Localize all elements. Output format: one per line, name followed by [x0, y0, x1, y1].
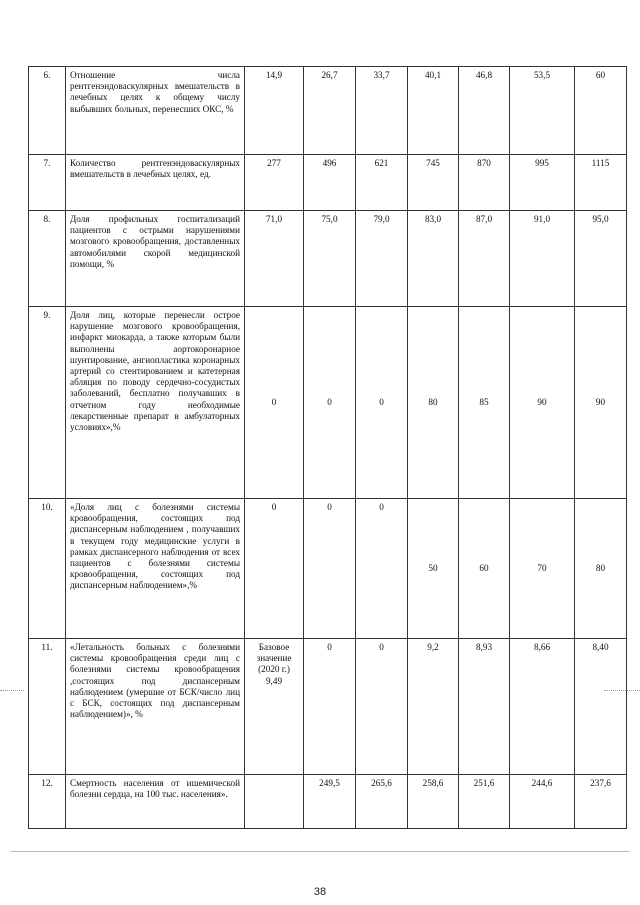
- value-cell: 496: [304, 155, 356, 211]
- value-cell: 80: [408, 307, 459, 499]
- row-number: 7.: [29, 155, 66, 211]
- table-row: [29, 155, 627, 211]
- value-cell: 14,9: [245, 67, 304, 155]
- value-cell: 46,8: [459, 67, 510, 155]
- table-row: [29, 499, 627, 639]
- value-cell: 83,0: [408, 211, 459, 307]
- indicator-name: «Летальность больных с болезнями системы кровообращения среди лиц с болезнями системы кровообращения ,состоящих под диспансерным наблюдением (умершие от БСК/число лиц с БСК, состоящих под диспансерным наблюдением)», %: [66, 639, 245, 775]
- indicator-name: Количество рентгенэндоваскулярных вмешательств в лечебных целях, ед.: [66, 155, 245, 211]
- value-cell: 244,6: [510, 775, 575, 829]
- value-cell: 50: [408, 499, 459, 639]
- value-cell: 995: [510, 155, 575, 211]
- indicator-name: Доля лиц, которые перенесли острое нарушение мозгового кровообращения, инфаркт миокарда, а также которым были выполнены аортокоронарное шунтирование, ангиопластика коронарных артерий со стентированием и катетерная абляция по поводу сердечно-сосудистых заболеваний, бесплатно получавших в отчетном году необходимые лекарственные препарат в амбулаторных условиях»,%: [66, 307, 245, 499]
- value-cell: 87,0: [459, 211, 510, 307]
- value-cell: 0: [356, 639, 408, 775]
- value-cell: 237,6: [575, 775, 627, 829]
- value-cell: 258,6: [408, 775, 459, 829]
- footer-divider: [10, 851, 630, 852]
- value-cell: 249,5: [304, 775, 356, 829]
- right-scan-mark: [604, 690, 640, 691]
- value-cell: 33,7: [356, 67, 408, 155]
- value-cell: 0: [245, 307, 304, 499]
- row-number: 11.: [29, 639, 66, 775]
- table-row: [29, 67, 627, 155]
- value-cell: 71,0: [245, 211, 304, 307]
- value-cell: 8,66: [510, 639, 575, 775]
- indicator-name: Отношение числа рентгенэндоваскулярных вмешательств в лечебных целях к общему числу выбывших больных, перенесших ОКС, %: [66, 67, 245, 155]
- value-cell: 60: [575, 67, 627, 155]
- value-cell: [245, 775, 304, 829]
- row-number: 9.: [29, 307, 66, 499]
- value-cell: 870: [459, 155, 510, 211]
- value-cell: 90: [510, 307, 575, 499]
- table-row: [29, 307, 627, 499]
- value-cell: 80: [575, 499, 627, 639]
- value-cell: 0: [356, 499, 408, 639]
- table-row: [29, 639, 627, 775]
- value-cell: 90: [575, 307, 627, 499]
- row-number: 10.: [29, 499, 66, 639]
- row-number: 8.: [29, 211, 66, 307]
- value-cell: 745: [408, 155, 459, 211]
- value-cell: 91,0: [510, 211, 575, 307]
- value-cell: 75,0: [304, 211, 356, 307]
- value-cell: 8,40: [575, 639, 627, 775]
- value-cell: 1115: [575, 155, 627, 211]
- value-cell: 70: [510, 499, 575, 639]
- value-cell: 95,0: [575, 211, 627, 307]
- value-cell: 0: [304, 639, 356, 775]
- row-number: 6.: [29, 67, 66, 155]
- value-cell: 8,93: [459, 639, 510, 775]
- value-cell: 265,6: [356, 775, 408, 829]
- indicator-name: Доля профильных госпитализаций пациентов с острыми нарушениями мозгового кровообращения, доставленных автомобилями скорой медицинской помощи, %: [66, 211, 245, 307]
- row-number: 12.: [29, 775, 66, 829]
- value-cell: 53,5: [510, 67, 575, 155]
- value-cell: 79,0: [356, 211, 408, 307]
- value-cell: 277: [245, 155, 304, 211]
- value-cell: 85: [459, 307, 510, 499]
- table-row: [29, 775, 627, 829]
- value-cell: 621: [356, 155, 408, 211]
- value-cell: 0: [304, 499, 356, 639]
- value-cell: Базовое значение (2020 г.) 9,49: [245, 639, 304, 775]
- page-number: 38: [313, 886, 327, 898]
- value-cell: 26,7: [304, 67, 356, 155]
- indicator-name: Смертность населения от ишемической болезни сердца, на 100 тыс. населения».: [66, 775, 245, 829]
- value-cell: 0: [304, 307, 356, 499]
- indicator-table: [28, 66, 627, 829]
- indicator-name: «Доля лиц с болезнями системы кровообращения, состоящих под диспансерным наблюдением , получавших в текущем году медицинские услуги в рамках диспансерного наблюдения от всех пациентов с болезнями системы кровообращения, состоящих под диспансерным наблюдением»,%: [66, 499, 245, 639]
- value-cell: 0: [356, 307, 408, 499]
- table-row: [29, 211, 627, 307]
- left-scan-mark: [0, 690, 24, 691]
- value-cell: 60: [459, 499, 510, 639]
- value-cell: 9,2: [408, 639, 459, 775]
- value-cell: 0: [245, 499, 304, 639]
- value-cell: 40,1: [408, 67, 459, 155]
- value-cell: 251,6: [459, 775, 510, 829]
